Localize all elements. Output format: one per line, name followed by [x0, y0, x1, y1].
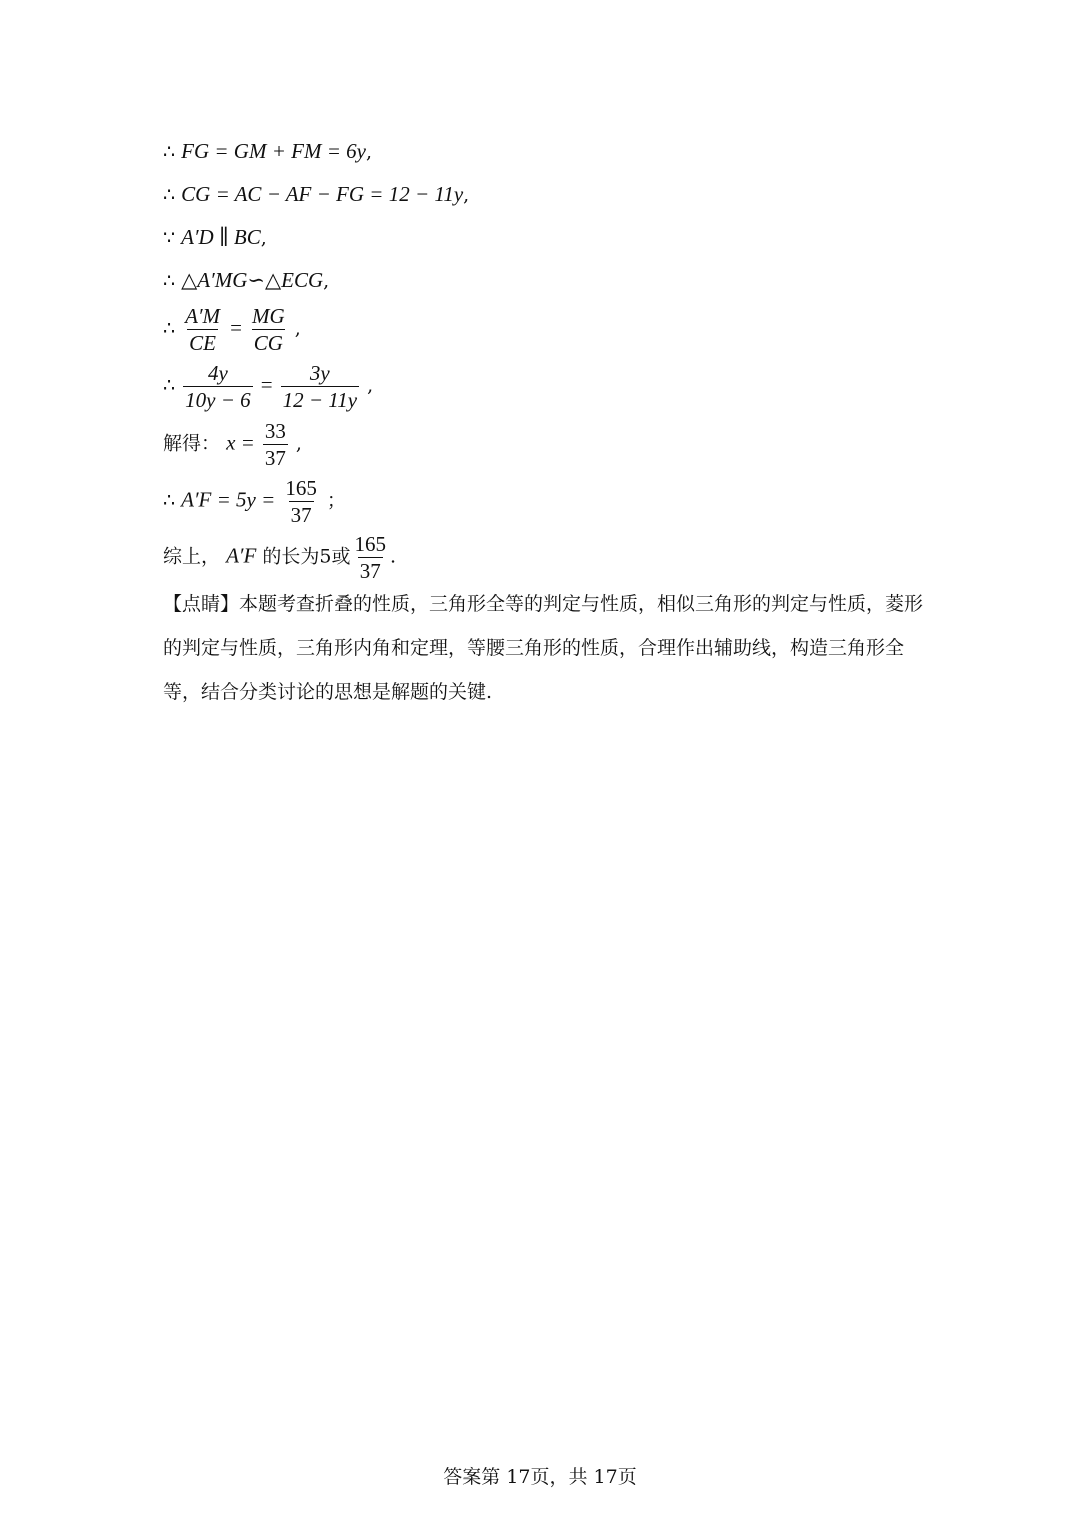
fraction [263, 418, 288, 471]
equals-sign: = [260, 372, 273, 397]
therefore-symbol: ∴ [163, 184, 176, 206]
denominator: 12 − 11y [282, 388, 358, 412]
equation-line [163, 360, 373, 413]
solution-line-3 [163, 225, 267, 250]
page-footer: 答案第 17页，共 17页 [443, 1466, 637, 1488]
punctuation: , [367, 374, 374, 397]
fraction [352, 531, 388, 584]
summary-line [163, 531, 396, 584]
math-expression: △A′MG∽△ECG [181, 268, 324, 292]
solve-line [163, 418, 302, 471]
numerator: 165 [354, 532, 386, 556]
punctuation: . [389, 545, 396, 568]
because-symbol: ∵ [163, 227, 176, 249]
comment-paragraph: 【点睛】本题考查折叠的性质，三角形全等的判定与性质，相似三角形的判定与性质，菱形的判定与性质，三角形内角和定理，等腰三角形的性质，合理作出辅助线，构造三角形全等，结合分类讨论的思想是解题的关键. [163, 593, 924, 703]
punctuation: , [323, 270, 330, 292]
punctuation: , [463, 184, 470, 206]
solution-line-4 [163, 268, 329, 293]
math-expression: A′F = 5y = [181, 487, 276, 512]
numerator: MG [252, 304, 285, 328]
numerator: 4y [207, 361, 228, 385]
solution-line-2 [163, 182, 469, 207]
math-expression: CG = AC − AF − FG = 12 − 11y [181, 182, 464, 206]
denominator: CE [189, 331, 217, 355]
summary-text: 综上， [163, 545, 221, 568]
solution-line-1 [163, 139, 372, 164]
numerator: A′M [185, 304, 221, 328]
punctuation: , [294, 317, 301, 340]
therefore-symbol: ∴ [163, 374, 176, 397]
denominator: 37 [264, 446, 286, 470]
punctuation: , [365, 141, 372, 163]
denominator: CG [253, 331, 283, 355]
punctuation: ； [326, 489, 346, 512]
solve-label: 解得： [163, 432, 221, 455]
math-expression: FG = GM + FM = 6y [181, 139, 366, 163]
numerator: 33 [264, 419, 286, 443]
summary-text: 的长为5或 [262, 545, 351, 568]
fraction [283, 475, 319, 528]
numerator: 165 [285, 476, 317, 500]
numerator: 3y [309, 361, 330, 385]
math-expression: A′D ∥ BC [181, 225, 261, 249]
therefore-symbol: ∴ [163, 270, 176, 292]
therefore-symbol: ∴ [163, 141, 176, 163]
denominator: 37 [359, 559, 381, 583]
ratio-line [163, 303, 301, 356]
fraction-right [250, 303, 287, 356]
math-variable: A′F [226, 543, 257, 568]
fraction-left [183, 360, 253, 413]
fraction-right [281, 360, 359, 413]
denominator: 10y − 6 [185, 388, 251, 412]
equals-sign: = [230, 315, 242, 340]
denominator: 37 [290, 503, 312, 527]
af-line [163, 475, 346, 528]
math-variable: x = [226, 430, 255, 455]
punctuation: , [260, 227, 267, 249]
fraction-left [183, 303, 222, 356]
therefore-symbol: ∴ [163, 489, 176, 512]
punctuation: , [295, 432, 302, 455]
therefore-symbol: ∴ [163, 317, 176, 340]
